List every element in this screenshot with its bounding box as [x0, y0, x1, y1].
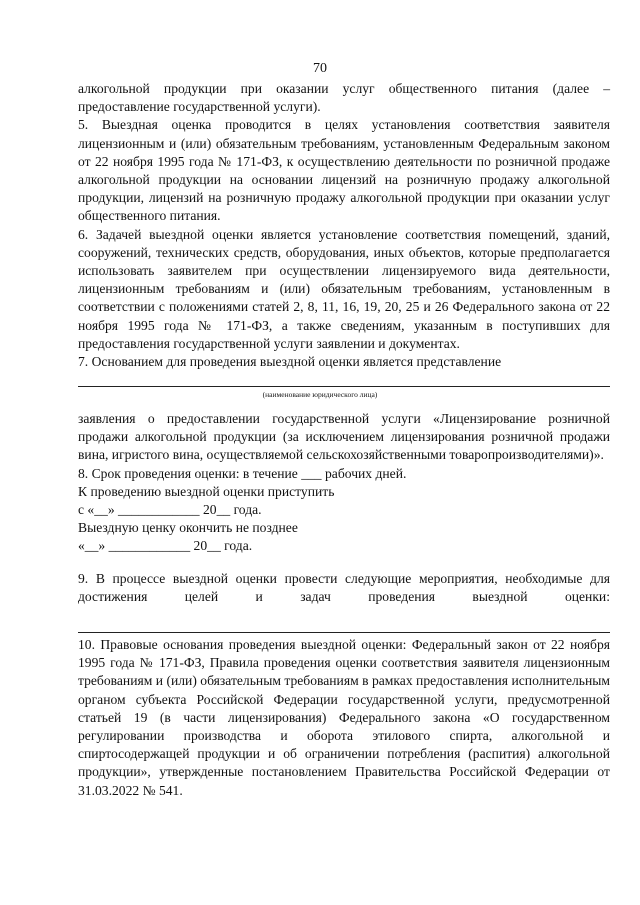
- page-number: 70: [313, 61, 327, 76]
- paragraph-application: заявления о предоставлении государственной услуги «Лицензирование розничной продажи алкогольной продукции (за исключением лицензирования розничной продажи вина, игристого вина, осуществляемой сельскохозяйственными товаропроизводителями)».: [78, 411, 610, 463]
- paragraph-7: 7. Основанием для проведения выездной оценки является представление: [78, 354, 502, 370]
- start-date-blank: с «__» ____________ 20__ года.: [78, 502, 262, 518]
- start-label: К проведению выездной оценки приступить: [78, 483, 335, 499]
- activities-blank-line: [78, 632, 610, 633]
- document-body-continued: [78, 410, 610, 606]
- paragraph-9: 9. В процессе выездной оценки провести следующие мероприятия, необходимые для достижения целей и задач проведения выездной оценки:: [78, 570, 610, 604]
- end-label: Выездную ценку окончить не позднее: [78, 520, 298, 536]
- legal-entity-caption: (наименование юридического лица): [262, 390, 378, 399]
- paragraph-5: 5. Выездная оценка проводится в целях установления соответствия заявителя лицензионным и (или) обязательным требованиям, установленным Федеральным законом от 22 ноября 1995 года № 171-ФЗ, к осуществлению деятельности по розничной продаже алкогольной продукции на основании лицензий на розничную продажу алкогольной продукции, лицензий на розничную продажу алкогольной продукции при оказании услуг общественного питания.: [78, 117, 610, 224]
- paragraph-10: 10. Правовые основания проведения выездной оценки: Федеральный закон от 22 ноября 1995 года № 171-ФЗ, Правила проведения оценки соответствия заявителя лицензионным требованиям и (или) обязательным требованиям в рамках предоставления исполнительным органом субъекта Российской Федерации государственной услуги, предусмотренной статьей 19 (в части лицензирования) Федерального закона «О государственном регулировании производства и оборота этилового спирта, алкогольной и спиртосодержащей продукции и об ограничении потребления (распития) алкогольной продукции», утвержденные постановлением Правительства Российской Федерации от 31.03.2022 № 541.: [78, 637, 610, 798]
- paragraph-6: 6. Задачей выездной оценки является установление соответствия помещений, зданий, сооружений, технических средств, оборудования, иных объектов, которые предполагается использовать заявителем при осуществлении лицензируемого вида деятельности, лицензионным требованиям и (или) обязательным требованиям, установленным в соответствии с положениями статей 2, 8, 11, 16, 19, 20, 25 и 26 Федерального закона от 22 ноября 1995 года № 171-ФЗ, а также сведениям, указанным в поступивших для предоставления государственной услуги заявлении и документах.: [78, 226, 610, 351]
- document-body-final: [78, 636, 610, 800]
- paragraph-4-end: алкогольной продукции при оказании услуг общественного питания (далее – предоставление государственной услуги).: [78, 81, 610, 115]
- document-body: [78, 80, 610, 371]
- end-date-blank: «__» ____________ 20__ года.: [78, 538, 253, 554]
- term-line-8: 8. Срок проведения оценки: в течение ___ рабочих дней.: [78, 465, 407, 481]
- legal-entity-blank-line: [78, 386, 610, 387]
